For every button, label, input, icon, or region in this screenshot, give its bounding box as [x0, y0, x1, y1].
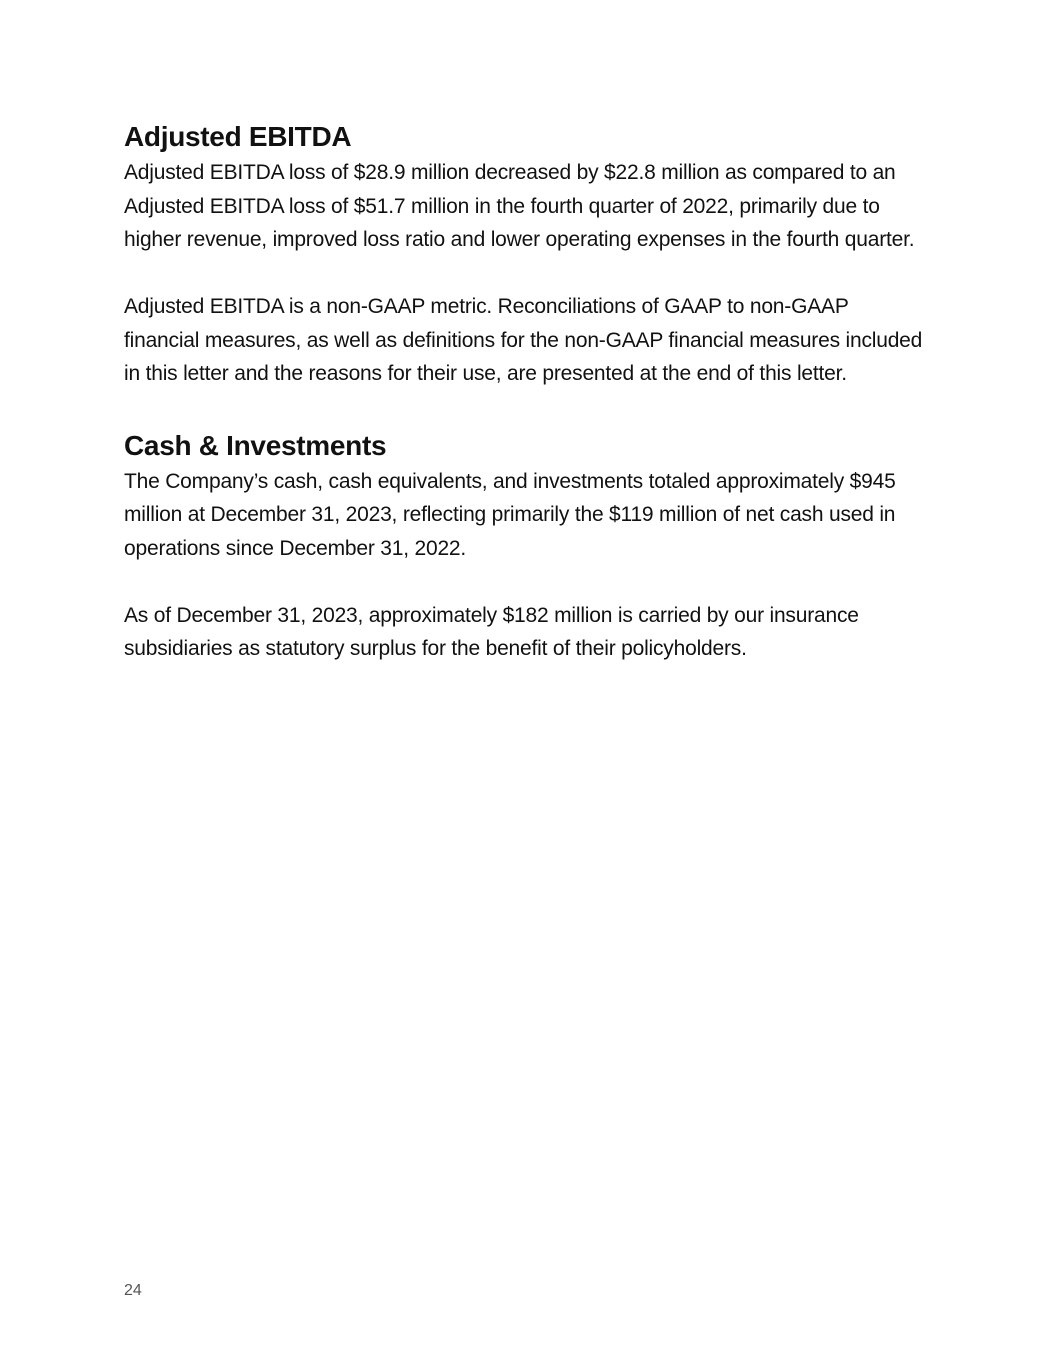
- page-number: 24: [124, 1282, 142, 1299]
- section-cash-investments: [124, 427, 924, 666]
- document-page: [124, 118, 924, 666]
- section-adjusted-ebitda: [124, 118, 924, 391]
- section-heading: Cash & Investments: [124, 429, 387, 461]
- paragraph: The Company’s cash, cash equivalents, and investments totaled approximately $945 million at December 31, 2023, reflecting primarily the $119 million of net cash used in operations since December 31, 2022.: [124, 469, 896, 560]
- paragraph: As of December 31, 2023, approximately $182 million is carried by our insurance subsidiaries as statutory surplus for the benefit of their policyholders.: [124, 603, 859, 660]
- section-heading: Adjusted EBITDA: [124, 121, 352, 152]
- paragraph: Adjusted EBITDA loss of $28.9 million decreased by $22.8 million as compared to an Adjusted EBITDA loss of $51.7 million in the fourth quarter of 2022, primarily due to higher revenue, improved loss ratio and lower operating expenses in the fourth quarter.: [124, 161, 915, 251]
- paragraph: Adjusted EBITDA is a non-GAAP metric. Reconciliations of GAAP to non-GAAP financial measures, as well as definitions for the non-GAAP financial measures included in this letter and the reasons for their use, are presented at the end of this letter.: [124, 295, 923, 385]
